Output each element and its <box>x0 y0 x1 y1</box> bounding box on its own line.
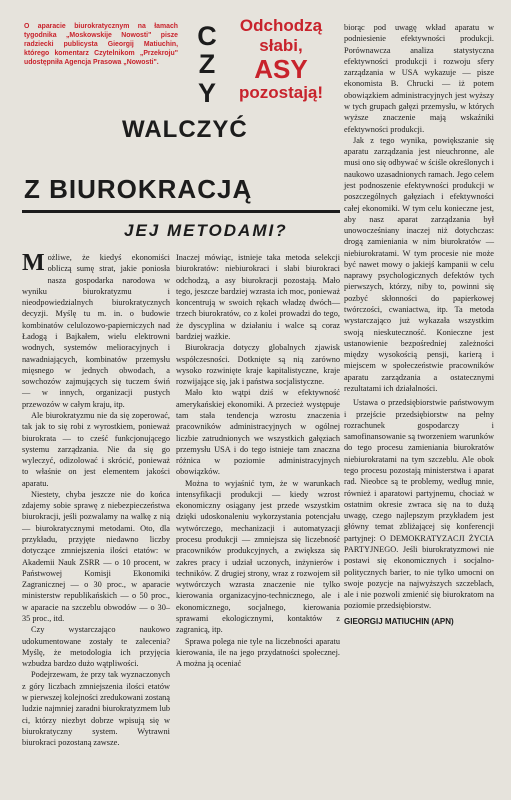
paragraph: Inaczej mówiąc, istnieje taka metoda selekcji biurokratów: niebiurokraci i słabi biurokraci odchodzą, a asy biurokracji pozostają. Mało tego, jeszcze bardziej wzrasta ich moc, ponieważ koncentrują w swoich rękach władzę dwóch—trzech biurokratów, co z kolei prowadzi do tego, że dyscyplina w działaniu i walce są coraz bardziej ważkie. <box>176 253 340 341</box>
paragraph: Można to wyjaśnić tym, że w warunkach intensyfikacji produkcji — kiedy wzrost ekonomiczny osiągany jest przede wszystkim dzięki udoskonaleniu wykorzystania potencjału wytwórczego, mechanizacji i automatyzacji procesu produkcji — zmniejsza się liczebność pracowników produkcyjnych, a zwiększa się zakres pracy i udział uczonych, inżynierów i techników. Z drugiej strony, wraz z rozwojem sił wytwórczych wzrasta znaczenie nie tylko kierowania organizacyjno-technicznego, ale i ekonomicznego, socjalnego, kierowania sprawami ekologicznymi, kontaktów z zagranicą, itp. <box>176 478 340 635</box>
title-z-biurokracja: Z BIUROKRACJĄ <box>24 174 253 204</box>
drop-cap: M <box>22 250 45 276</box>
title-walczyc: WALCZYĆ <box>122 116 248 143</box>
intro-text: O aparacie biurokratycznym na łamach tygodnika „Moskowskije Nowosti" pisze radziecki publicysta Gieorgij Matiuchin, którego komentarz Czytelnikom „Przekroju" udostępniła Agencja Prasowa „Nowosti". <box>24 23 178 67</box>
red-headline-line3: ASY <box>254 54 308 85</box>
title-czy-letter: Y <box>197 77 216 108</box>
red-headline-line4: pozostają! <box>238 82 324 102</box>
article-column-1 <box>22 252 170 748</box>
title-czy-letter: C <box>197 21 217 51</box>
author-signature: GIEORGIJ MATIUCHIN (APN) <box>344 616 454 626</box>
paragraph: biorąc pod uwagę wkład aparatu w podniesienie efektywności produkcji. Porównawcza analiza statystyczna efektywności produkcji i rozwoju sfery zarządzania w USA wykazuje — pisze ekonomista B. Chrucki — iż potem obowiązkiem administracyjnych jest wyższy w tych grupach gałęzi przemysłu, w których wyższe znaczenie mają wskaźniki efektywności produkcji. <box>344 23 494 134</box>
red-headline <box>226 16 336 102</box>
paragraph: Ustawa o przedsiębiorstwie państwowym i przejście przedsiębiorstw na pełny rozrachunek gospodarczy i samofinansowanie są tworzeniem warunków do tego procesu zamieniania biurokratów niebiurokratami na tym szczeblu. Ale obok tego procesu pozostają ministerstwa i aparat rad. Nieobce są te problemy, według mnie, również i aparatowi partyjnemu, chociaż w ostatnim okresie zwraca się na to dużą uwagę, czego najlepszym przykładem jest główny temat zbliżającej się konferencji partyjnej: O DEMOKRATYZACJI ŻYCIA PARTYJNEGO. Jeśli biurokratyzmowi nie postawi się ekonomicznych i socjalno-politycznych barier, to nie tylko umocni on swoje pozycje na najwyższych szczeblach, ale i nie pozwoli zmienić się biurokratom na poziomie przedsiębiorstw. <box>344 398 494 611</box>
article-column-2 <box>176 252 340 669</box>
paragraph: Czy wystarczająco naukowo udokumentowane zostały te zalecenia? Myślę, że metodologia ich przyjęcia wzbudza bardzo dużo wątpliwości. <box>22 625 170 669</box>
paragraph: Niestety, chyba jeszcze nie do końca zdajemy sobie sprawę z niebezpieczeństwa biurokracji, jeśli pozwalamy na walkę z nią — biurokratycznymi metodami. Oto, dla przykładu, przyjęte niedawno liczby dotyczące zmniejszenia ilości etatów: w Akademii Nauk ZSRR — o 10 procent, w Państwowej Komisji Ekonomiki Zagranicznej — o 30 proc., w aparacie ministerstw republikańskich — o 50 proc., w aparacie na szczeblu obwodów — o 30–35 proc., itd. <box>22 489 170 623</box>
paragraph: Mało kto wątpi dziś w efektywność amerykańskiej ekonomiki. A przecież występuje tam stała tendencja wzrostu znaczenia pracowników administracyjnych w ogólnej liczbie zatrudnionych we wszystkich gałęziach przemysłu USA i do tego istnieje tam znaczna różnica w poziomie administracyjnych obowiązków. <box>176 388 340 477</box>
title-czy <box>196 22 218 107</box>
title-czy-letter: Z <box>198 49 216 80</box>
paragraph: Jak z tego wynika, powiększanie się aparatu zarządzania jest nieuchronne, ale musi ono się odbywać w ściśle określonych i naukowo uzasadnionych ramach. Jego celem jest podnoszenie efektywności produkcji w poszczególnych gałęziach i efektywności całej ekonomiki. W tym celu konieczne jest, aby nasz aparat zarządzania był unowocześniany inaczej niż dotychczas: drogą zamieniania w nim biurokratów — niebiurokratami. W tym procesie nie może być nawet mowy o jakiejś kampanii w celu naprawy psychologicznych defektów tych pierwszych, którzy, niby to, powinni się pozbyć skłonności do papierkowej twórczości, cwaniactwa, itp. Ta metoda wystarczająco już wykazała wszystkim swoją nieskuteczność. Konieczne jest ustanowienie bezpośredniej zależności między wysokością pensji, karierą i miejscem w społeczeństwie pracowników aparatu zarządzania a ostatecznymi rezultatami ich działalności. <box>344 135 494 393</box>
paragraph: Ale biurokratyzmu nie da się zoperować, tak jak to się robi z wyrostkiem, ponieważ biurokrata — to cześć funkcjonującego systemu zarządzania. Nie da się go wyleczyć, odizolować i skrócić, ponieważ to właśnie on jest elementem jakości aparatu. <box>22 410 170 488</box>
paragraph <box>22 252 170 410</box>
paragraph: Sprawa polega nie tyle na liczebności aparatu kierowania, ile na jego przydatności społecznej. A można ją oceniać <box>176 636 340 669</box>
red-headline-line2: słabi, <box>259 35 303 55</box>
red-headline-line1: Odchodzą <box>239 16 323 35</box>
paragraph: Biurokracja dotyczy globalnych zjawisk współczesności. Dotknięte są nią zarówno wysoko rozwinięte kraje kapitalistyczne, kraje rozwijające się, jak i państwa socjalistyczne. <box>176 343 340 387</box>
title-rule <box>22 210 340 213</box>
paragraph-text: ożliwe, że kiedyś ekonomiści obliczą sumę strat, jakie poniosła nasza gospodarka narodowa w wyniku biurokratyzmu i nieodpowiedzialnych biurokratycznych decyzji. Myślę tu m. in. o budowie kombinatów celulozowo-papierniczych nad Ładogą i Bajkałem, wielu elektrowni wodnych, systemów melioracyjnych i nawadniających, kombinatów przemysłu mięsnego w jednych obwodach, a sowchozów zajmujących się tuczem świń — w innych, organizacji pustych przewozów w całym kraju, itp. <box>22 253 170 409</box>
paragraph: Podejrzewam, że przy tak wyznaczonych z góry liczbach zmniejszenia ilości etatów w pierwszej kolejności zredukowani zostaną ludzie najmniej zaradni biurokratyzmem lub ci, którzy niezbyt dobrze wpisują się w biurokratyczny system. Wytrawni biurokraci pozostaną zawsze. <box>22 670 170 748</box>
article-column-3 <box>344 22 494 626</box>
title-subtitle: JEJ METODAMI? <box>124 221 288 240</box>
